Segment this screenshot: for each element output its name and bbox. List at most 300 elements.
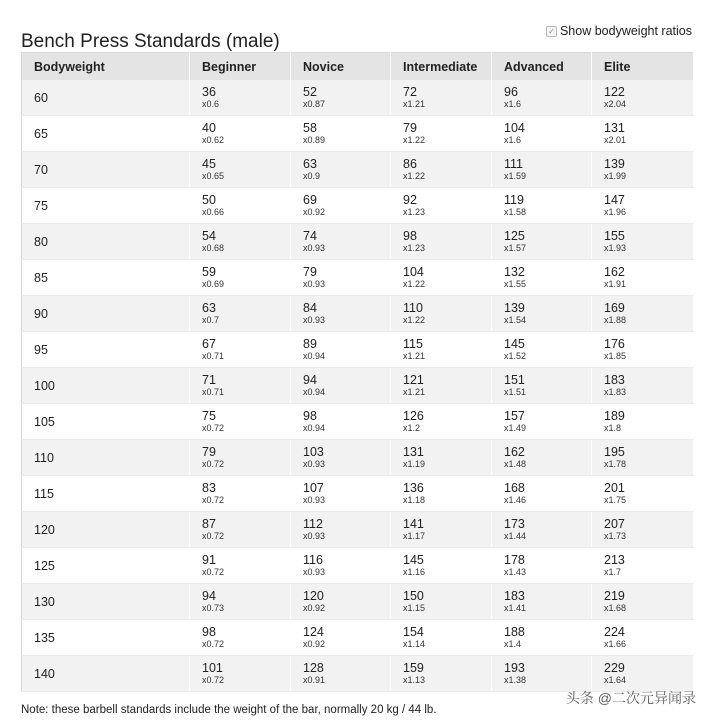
bodyweight-ratio: x1.51	[504, 386, 527, 397]
bodyweight-ratio: x0.72	[202, 530, 225, 541]
checkbox-checked-icon[interactable]: ✓	[546, 26, 557, 37]
weight-value: 104	[403, 264, 424, 279]
weight-value: 128	[303, 660, 324, 675]
bodyweight-ratio: x1.43	[504, 566, 527, 577]
column-header: Intermediate	[391, 53, 492, 81]
weight-value: 63	[202, 300, 216, 315]
table-row	[22, 440, 694, 476]
standard-cell	[391, 368, 492, 404]
bodyweight-ratio: x0.93	[303, 566, 326, 577]
bodyweight-ratio: x0.92	[303, 638, 326, 649]
weight-value: 147	[604, 192, 625, 207]
bodyweight-ratio: x1.17	[403, 530, 426, 541]
standard-cell	[190, 116, 291, 152]
bodyweight-ratio: x1.55	[504, 278, 527, 289]
weight-value: 110	[403, 300, 423, 315]
page-title: Bench Press Standards (male)	[21, 30, 280, 52]
bodyweight-ratio: x0.93	[303, 242, 326, 253]
standard-cell	[291, 476, 391, 512]
bodyweight-ratio: x2.04	[604, 98, 627, 109]
weight-value: 201	[604, 480, 625, 495]
bodyweight-ratio: x0.87	[303, 98, 326, 109]
bodyweight-ratio: x0.69	[202, 278, 225, 289]
bodyweight-ratio: x1.91	[604, 278, 627, 289]
bodyweight-ratio: x0.9	[303, 170, 321, 181]
weight-value: 188	[504, 624, 525, 639]
bodyweight-ratio: x0.93	[303, 314, 326, 325]
bodyweight-cell: 100	[22, 368, 190, 404]
standard-cell	[592, 80, 694, 116]
bodyweight-ratio: x1.7	[604, 566, 622, 577]
standard-cell	[291, 656, 391, 692]
standard-cell	[190, 368, 291, 404]
standard-cell	[291, 152, 391, 188]
bodyweight-cell: 70	[22, 152, 190, 188]
weight-value: 94	[202, 588, 216, 603]
standard-cell	[391, 548, 492, 584]
standard-cell	[592, 368, 694, 404]
standard-cell	[592, 404, 694, 440]
column-header: Bodyweight	[22, 53, 190, 81]
bodyweight-ratio: x1.6	[504, 134, 522, 145]
bodyweight-cell: 105	[22, 404, 190, 440]
standard-cell	[492, 404, 592, 440]
weight-value: 84	[303, 300, 317, 315]
bodyweight-ratio: x0.93	[303, 494, 326, 505]
standard-cell	[190, 332, 291, 368]
bodyweight-ratio: x0.72	[202, 638, 225, 649]
weight-value: 183	[604, 372, 625, 387]
weight-value: 98	[202, 624, 216, 639]
bodyweight-ratio: x1.41	[504, 602, 527, 613]
standard-cell	[391, 224, 492, 260]
weight-value: 150	[403, 588, 424, 603]
standard-cell	[391, 440, 492, 476]
weight-value: 178	[504, 552, 525, 567]
bodyweight-ratio: x0.94	[303, 386, 326, 397]
bodyweight-cell: 110	[22, 440, 190, 476]
standard-cell	[190, 584, 291, 620]
bodyweight-ratio: x0.89	[303, 134, 326, 145]
bodyweight-ratio: x1.75	[604, 494, 627, 505]
standard-cell	[291, 80, 391, 116]
standard-cell	[291, 548, 391, 584]
weight-value: 173	[504, 516, 525, 531]
weight-value: 176	[604, 336, 625, 351]
weight-value: 112	[303, 516, 323, 531]
weight-value: 189	[604, 408, 625, 423]
bodyweight-ratio: x0.65	[202, 170, 225, 181]
bodyweight-ratio: x0.93	[303, 458, 326, 469]
weight-value: 162	[504, 444, 525, 459]
bodyweight-cell: 75	[22, 188, 190, 224]
weight-value: 229	[604, 660, 625, 675]
bodyweight-cell: 65	[22, 116, 190, 152]
weight-value: 79	[403, 120, 417, 135]
table-header-row	[22, 53, 694, 81]
weight-value: 183	[504, 588, 525, 603]
standard-cell	[592, 584, 694, 620]
bodyweight-ratio: x1.78	[604, 458, 627, 469]
bodyweight-ratio: x1.66	[604, 638, 627, 649]
weight-value: 224	[604, 624, 625, 639]
bodyweight-cell: 80	[22, 224, 190, 260]
weight-value: 101	[202, 660, 223, 675]
weight-value: 92	[403, 192, 417, 207]
standard-cell	[592, 260, 694, 296]
standard-cell	[592, 188, 694, 224]
bodyweight-ratio: x0.72	[202, 674, 225, 685]
weight-value: 139	[604, 156, 625, 171]
standard-cell	[492, 152, 592, 188]
bodyweight-ratio: x0.73	[202, 602, 225, 613]
standard-cell	[291, 368, 391, 404]
weight-value: 87	[202, 516, 216, 531]
table-row	[22, 620, 694, 656]
weight-value: 136	[403, 480, 424, 495]
standard-cell	[492, 548, 592, 584]
bodyweight-ratio: x1.19	[403, 458, 426, 469]
standard-cell	[291, 332, 391, 368]
toggle-label: Show bodyweight ratios	[559, 24, 692, 38]
bodyweight-ratio: x1.88	[604, 314, 627, 325]
bodyweight-ratio: x1.4	[504, 638, 522, 649]
standard-cell	[291, 440, 391, 476]
bodyweight-ratio: x1.22	[403, 170, 426, 181]
standard-cell	[291, 512, 391, 548]
bodyweight-ratio: x0.92	[303, 602, 326, 613]
standard-cell	[592, 116, 694, 152]
table-row	[22, 260, 694, 296]
standard-cell	[592, 152, 694, 188]
standard-cell	[592, 440, 694, 476]
bodyweight-ratio: x0.93	[303, 530, 326, 541]
standard-cell	[592, 332, 694, 368]
weight-value: 79	[202, 444, 216, 459]
standard-cell	[391, 512, 492, 548]
bodyweight-ratio: x1.83	[604, 386, 627, 397]
table-row	[22, 548, 694, 584]
weight-value: 36	[202, 84, 216, 99]
bodyweight-ratio: x1.96	[604, 206, 627, 217]
bodyweight-ratio: x1.22	[403, 134, 426, 145]
bodyweight-ratio: x0.93	[303, 278, 326, 289]
bodyweight-cell: 60	[22, 80, 190, 116]
table-row	[22, 404, 694, 440]
table-row	[22, 188, 694, 224]
standard-cell	[492, 368, 592, 404]
standard-cell	[592, 224, 694, 260]
weight-value: 126	[403, 408, 424, 423]
bodyweight-ratio: x0.94	[303, 422, 326, 433]
bodyweight-ratio: x1.48	[504, 458, 527, 469]
weight-value: 168	[504, 480, 525, 495]
standard-cell	[291, 116, 391, 152]
weight-value: 145	[504, 336, 525, 351]
bodyweight-ratio: x0.94	[303, 350, 326, 361]
bodyweight-ratio: x1.6	[504, 98, 522, 109]
weight-value: 98	[403, 228, 417, 243]
bodyweight-ratio: x1.14	[403, 638, 426, 649]
bodyweight-ratio: x0.68	[202, 242, 225, 253]
weight-value: 40	[202, 120, 216, 135]
weight-value: 58	[303, 120, 317, 135]
standard-cell	[492, 620, 592, 656]
bodyweight-ratio: x1.18	[403, 494, 426, 505]
weight-value: 91	[202, 552, 216, 567]
bodyweight-ratio: x1.49	[504, 422, 527, 433]
weight-value: 155	[604, 228, 625, 243]
standard-cell	[391, 116, 492, 152]
standard-cell	[190, 224, 291, 260]
bodyweight-ratio: x1.64	[604, 674, 627, 685]
bodyweight-ratio: x1.73	[604, 530, 627, 541]
standard-cell	[391, 656, 492, 692]
table-row	[22, 116, 694, 152]
bodyweight-ratio: x1.58	[504, 206, 527, 217]
bodyweight-ratio: x0.72	[202, 494, 225, 505]
column-header: Novice	[291, 53, 391, 81]
bodyweight-ratio: x1.21	[403, 386, 426, 397]
bodyweight-cell: 90	[22, 296, 190, 332]
standard-cell	[492, 584, 592, 620]
standard-cell	[592, 296, 694, 332]
bodyweight-ratio: x1.23	[403, 206, 426, 217]
weight-value: 116	[303, 552, 323, 567]
standard-cell	[291, 620, 391, 656]
bodyweight-cell: 85	[22, 260, 190, 296]
standard-cell	[492, 224, 592, 260]
standard-cell	[391, 476, 492, 512]
standard-cell	[492, 116, 592, 152]
weight-value: 125	[504, 228, 525, 243]
weight-value: 94	[303, 372, 317, 387]
bodyweight-ratio: x0.71	[202, 386, 225, 397]
bodyweight-cell: 135	[22, 620, 190, 656]
standard-cell	[190, 404, 291, 440]
weight-value: 151	[504, 372, 525, 387]
bodyweight-ratio: x1.23	[403, 242, 426, 253]
weight-value: 86	[403, 156, 417, 171]
bodyweight-cell: 95	[22, 332, 190, 368]
bodyweight-ratio: x1.2	[403, 422, 421, 433]
weight-value: 71	[202, 372, 216, 387]
table-row	[22, 476, 694, 512]
weight-value: 45	[202, 156, 216, 171]
bodyweight-cell: 130	[22, 584, 190, 620]
standard-cell	[592, 620, 694, 656]
weight-value: 132	[504, 264, 525, 279]
watermark: 头条 @二次元异闻录	[565, 690, 696, 706]
weight-value: 162	[604, 264, 625, 279]
standard-cell	[492, 188, 592, 224]
standard-cell	[291, 584, 391, 620]
table-row	[22, 152, 694, 188]
table-body	[22, 80, 694, 692]
weight-value: 96	[504, 84, 518, 99]
standard-cell	[592, 512, 694, 548]
weight-value: 154	[403, 624, 424, 639]
weight-value: 89	[303, 336, 317, 351]
bodyweight-ratio: x1.8	[604, 422, 622, 433]
bodyweight-ratio: x1.99	[604, 170, 627, 181]
standard-cell	[391, 80, 492, 116]
weight-value: 50	[202, 192, 216, 207]
standard-cell	[391, 296, 492, 332]
bodyweight-ratio: x0.72	[202, 458, 225, 469]
bodyweight-cell: 140	[22, 656, 190, 692]
bodyweight-ratio: x0.7	[202, 314, 220, 325]
table-row	[22, 368, 694, 404]
bodyweight-ratio: x1.52	[504, 350, 527, 361]
weight-value: 121	[403, 372, 424, 387]
weight-value: 119	[504, 192, 524, 207]
weight-value: 122	[604, 84, 625, 99]
weight-value: 69	[303, 192, 317, 207]
bodyweight-ratio: x1.22	[403, 278, 426, 289]
bodyweight-ratio-toggle[interactable]	[546, 24, 692, 38]
standard-cell	[492, 332, 592, 368]
bodyweight-ratio: x1.15	[403, 602, 426, 613]
standard-cell	[190, 548, 291, 584]
standard-cell	[190, 512, 291, 548]
bodyweight-ratio: x1.16	[403, 566, 426, 577]
bodyweight-ratio: x1.59	[504, 170, 527, 181]
bodyweight-ratio: x1.46	[504, 494, 527, 505]
table-row	[22, 332, 694, 368]
column-header: Elite	[592, 53, 694, 81]
weight-value: 83	[202, 480, 216, 495]
weight-value: 72	[403, 84, 417, 99]
standard-cell	[190, 476, 291, 512]
standard-cell	[592, 548, 694, 584]
weight-value: 52	[303, 84, 317, 99]
bodyweight-ratio: x1.22	[403, 314, 426, 325]
weight-value: 67	[202, 336, 216, 351]
table-row	[22, 296, 694, 332]
weight-value: 207	[604, 516, 625, 531]
bodyweight-ratio: x1.93	[604, 242, 627, 253]
table-row	[22, 584, 694, 620]
weight-value: 145	[403, 552, 424, 567]
table-row	[22, 656, 694, 692]
standard-cell	[190, 80, 291, 116]
bodyweight-ratio: x0.72	[202, 566, 225, 577]
bodyweight-ratio: x2.01	[604, 134, 627, 145]
standard-cell	[492, 440, 592, 476]
footnote: Note: these barbell standards include the weight of the bar, normally 20 kg / 44 lb.	[21, 704, 437, 716]
weight-value: 195	[604, 444, 625, 459]
weight-value: 157	[504, 408, 525, 423]
standard-cell	[391, 188, 492, 224]
bodyweight-ratio: x1.21	[403, 98, 426, 109]
standard-cell	[291, 404, 391, 440]
bodyweight-ratio: x0.62	[202, 134, 225, 145]
standard-cell	[190, 620, 291, 656]
table-row	[22, 224, 694, 260]
standard-cell	[492, 656, 592, 692]
weight-value: 98	[303, 408, 317, 423]
standard-cell	[190, 440, 291, 476]
standard-cell	[291, 224, 391, 260]
bodyweight-cell: 120	[22, 512, 190, 548]
standard-cell	[291, 188, 391, 224]
standard-cell	[391, 584, 492, 620]
bodyweight-ratio: x0.6	[202, 98, 220, 109]
standard-cell	[592, 656, 694, 692]
table-row	[22, 80, 694, 116]
bodyweight-ratio: x1.54	[504, 314, 527, 325]
bodyweight-ratio: x1.44	[504, 530, 527, 541]
weight-value: 131	[604, 120, 625, 135]
weight-value: 124	[303, 624, 324, 639]
weight-value: 63	[303, 156, 317, 171]
standard-cell	[492, 296, 592, 332]
weight-value: 141	[403, 516, 424, 531]
weight-value: 120	[303, 588, 324, 603]
weight-value: 115	[403, 336, 423, 351]
bodyweight-ratio: x0.71	[202, 350, 225, 361]
column-header: Advanced	[492, 53, 592, 81]
weight-value: 107	[303, 480, 324, 495]
bodyweight-ratio: x1.21	[403, 350, 426, 361]
bodyweight-ratio: x1.68	[604, 602, 627, 613]
weight-value: 111	[504, 156, 524, 171]
bodyweight-ratio: x1.13	[403, 674, 426, 685]
weight-value: 74	[303, 228, 317, 243]
standard-cell	[190, 152, 291, 188]
standard-cell	[492, 80, 592, 116]
table-row	[22, 512, 694, 548]
weight-value: 59	[202, 264, 216, 279]
weight-value: 219	[604, 588, 625, 603]
bodyweight-ratio: x1.57	[504, 242, 527, 253]
standard-cell	[190, 260, 291, 296]
standard-cell	[492, 512, 592, 548]
bodyweight-ratio: x1.38	[504, 674, 527, 685]
weight-value: 213	[604, 552, 625, 567]
standard-cell	[190, 656, 291, 692]
standard-cell	[190, 188, 291, 224]
standard-cell	[190, 296, 291, 332]
bodyweight-cell: 115	[22, 476, 190, 512]
bodyweight-cell: 125	[22, 548, 190, 584]
bodyweight-ratio: x1.85	[604, 350, 627, 361]
bodyweight-ratio: x0.66	[202, 206, 225, 217]
weight-value: 75	[202, 408, 216, 423]
weight-value: 169	[604, 300, 625, 315]
standard-cell	[391, 332, 492, 368]
standard-cell	[592, 476, 694, 512]
weight-value: 104	[504, 120, 525, 135]
weight-value: 54	[202, 228, 216, 243]
standard-cell	[291, 296, 391, 332]
standard-cell	[291, 260, 391, 296]
standard-cell	[391, 152, 492, 188]
bodyweight-ratio: x0.72	[202, 422, 225, 433]
weight-value: 79	[303, 264, 317, 279]
weight-value: 159	[403, 660, 424, 675]
weight-value: 193	[504, 660, 525, 675]
bodyweight-ratio: x0.92	[303, 206, 326, 217]
weight-value: 139	[504, 300, 525, 315]
bodyweight-ratio: x0.91	[303, 674, 326, 685]
standard-cell	[492, 260, 592, 296]
standard-cell	[391, 620, 492, 656]
standard-cell	[391, 260, 492, 296]
column-header: Beginner	[190, 53, 291, 81]
standards-table	[21, 52, 694, 692]
